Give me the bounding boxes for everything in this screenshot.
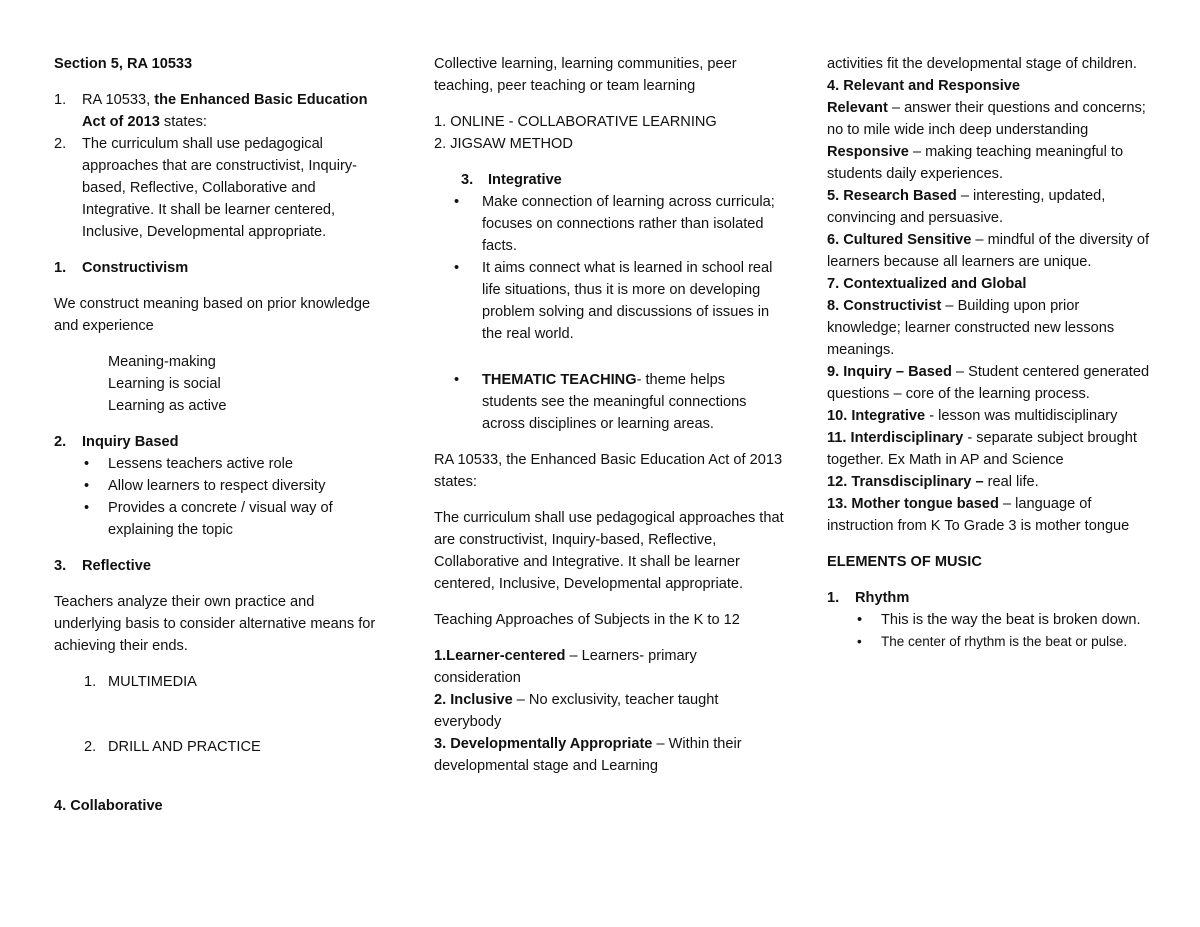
subheading-relevant: 4. Relevant and Responsive bbox=[827, 78, 1021, 94]
subheading-integrative: 3. Integrative bbox=[461, 172, 562, 188]
paragraph: activities fit the developmental stage of children. bbox=[827, 56, 1137, 72]
bullet-item: • The center of rhythm is the beat or pulse. bbox=[827, 631, 1157, 652]
bullet-item: • Provides a concrete / visual way of explaining the topic bbox=[54, 497, 384, 541]
paragraph: Relevant – answer their questions and concerns; no to mile wide inch deep understanding bbox=[827, 100, 1146, 138]
paragraph: RA 10533, the Enhanced Basic Education Act of 2013 states: bbox=[434, 452, 783, 490]
subheading-rhythm: 1. Rhythm bbox=[827, 590, 910, 606]
subheading-music: ELEMENTS OF MUSIC bbox=[827, 554, 982, 570]
column-right bbox=[827, 53, 1157, 652]
list-item: 1. RA 10533, the Enhanced Basic Education Act of 2013 states: bbox=[54, 92, 368, 130]
paragraph: Teachers analyze their own practice and underlying basis to consider alternative means for achieving their ends. bbox=[54, 594, 376, 654]
list-item: 7. Contextualized and Global bbox=[827, 276, 1027, 292]
list-item: 2. The curriculum shall use pedagogical approaches that are constructivist, Inquiry-based, Reflective, Collaborative and Integrative. It shall be learner centered, Inclusive, Developmental appropriate. bbox=[54, 136, 357, 240]
paragraph: Responsive – making teaching meaningful to students daily experiences. bbox=[827, 144, 1124, 182]
list-item: 6. Cultured Sensitive – mindful of the diversity of learners because all learners are unique. bbox=[827, 232, 1149, 270]
paragraph: The curriculum shall use pedagogical approaches that are constructivist, Inquiry-based, Reflective, Collaborative and Integrative. It shall be learner centered, Inclusive, Developmental appropriate. bbox=[434, 510, 784, 592]
bullet-icon: • bbox=[84, 478, 90, 494]
list-item: 1.Learner-centered – Learners- primary consideration bbox=[434, 648, 697, 686]
list-item: 11. Interdisciplinary - separate subject brought together. Ex Math in AP and Science bbox=[827, 430, 1137, 468]
list-item: 1. ONLINE - COLLABORATIVE LEARNING bbox=[434, 114, 717, 130]
list-item: Learning is social bbox=[108, 376, 221, 392]
list-item: 2. JIGSAW METHOD bbox=[434, 136, 573, 152]
bullet-item: • Lessens teachers active role bbox=[54, 453, 384, 475]
paragraph: Teaching Approaches of Subjects in the K to 12 bbox=[434, 612, 740, 628]
paragraph: We construct meaning based on prior knowledge and experience bbox=[54, 296, 371, 334]
bullet-item: • THEMATIC TEACHING- theme helps students see the meaningful connections across disciplines or learning areas. bbox=[434, 369, 784, 435]
section-heading: Section 5, RA 10533 bbox=[54, 56, 193, 72]
bullet-icon: • bbox=[454, 260, 460, 276]
list-item: 8. Constructivist – Building upon prior knowledge; learner constructed new lessons meanings. bbox=[827, 298, 1115, 358]
list-item: 2. DRILL AND PRACTICE bbox=[84, 739, 261, 755]
column-middle bbox=[434, 53, 784, 777]
bullet-item: • Allow learners to respect diversity bbox=[54, 475, 384, 497]
subheading-reflective: 3. Reflective bbox=[54, 558, 151, 574]
paragraph: Collective learning, learning communities, peer teaching, peer teaching or team learning bbox=[434, 56, 737, 94]
bullet-icon: • bbox=[454, 372, 460, 388]
list-item: 13. Mother tongue based – language of instruction from K To Grade 3 is mother tongue bbox=[827, 496, 1130, 534]
list-item: 10. Integrative - lesson was multidisciplinary bbox=[827, 408, 1118, 424]
bullet-icon: • bbox=[857, 612, 863, 628]
bullet-item: • It aims connect what is learned in school real life situations, thus it is more on developing problem solving and discussions of issues in the real world. bbox=[434, 257, 784, 345]
subheading-collaborative: 4. Collaborative bbox=[54, 798, 163, 814]
list-item: Meaning-making bbox=[108, 354, 216, 370]
bullet-icon: • bbox=[454, 194, 460, 210]
bullet-icon: • bbox=[857, 634, 862, 649]
bullet-icon: • bbox=[84, 500, 90, 516]
list-item: 5. Research Based – interesting, updated, convincing and persuasive. bbox=[827, 188, 1106, 226]
subheading-constructivism: 1. Constructivism bbox=[54, 260, 189, 276]
bullet-icon: • bbox=[84, 456, 90, 472]
bullet-item: • Make connection of learning across curricula; focuses on connections rather than isolated facts. bbox=[434, 191, 784, 257]
list-item: 9. Inquiry – Based – Student centered generated questions – core of the learning process. bbox=[827, 364, 1150, 402]
column-left bbox=[54, 53, 384, 817]
list-item: 3. Developmentally Appropriate – Within their developmental stage and Learning bbox=[434, 736, 742, 774]
list-item: Learning as active bbox=[108, 398, 227, 414]
list-item: 2. Inclusive – No exclusivity, teacher taught everybody bbox=[434, 692, 719, 730]
subheading-inquiry: 2. Inquiry Based bbox=[54, 434, 179, 450]
list-item: 1. MULTIMEDIA bbox=[84, 674, 197, 690]
bullet-item: • This is the way the beat is broken down. bbox=[827, 609, 1157, 631]
list-item: 12. Transdisciplinary – real life. bbox=[827, 474, 1039, 490]
